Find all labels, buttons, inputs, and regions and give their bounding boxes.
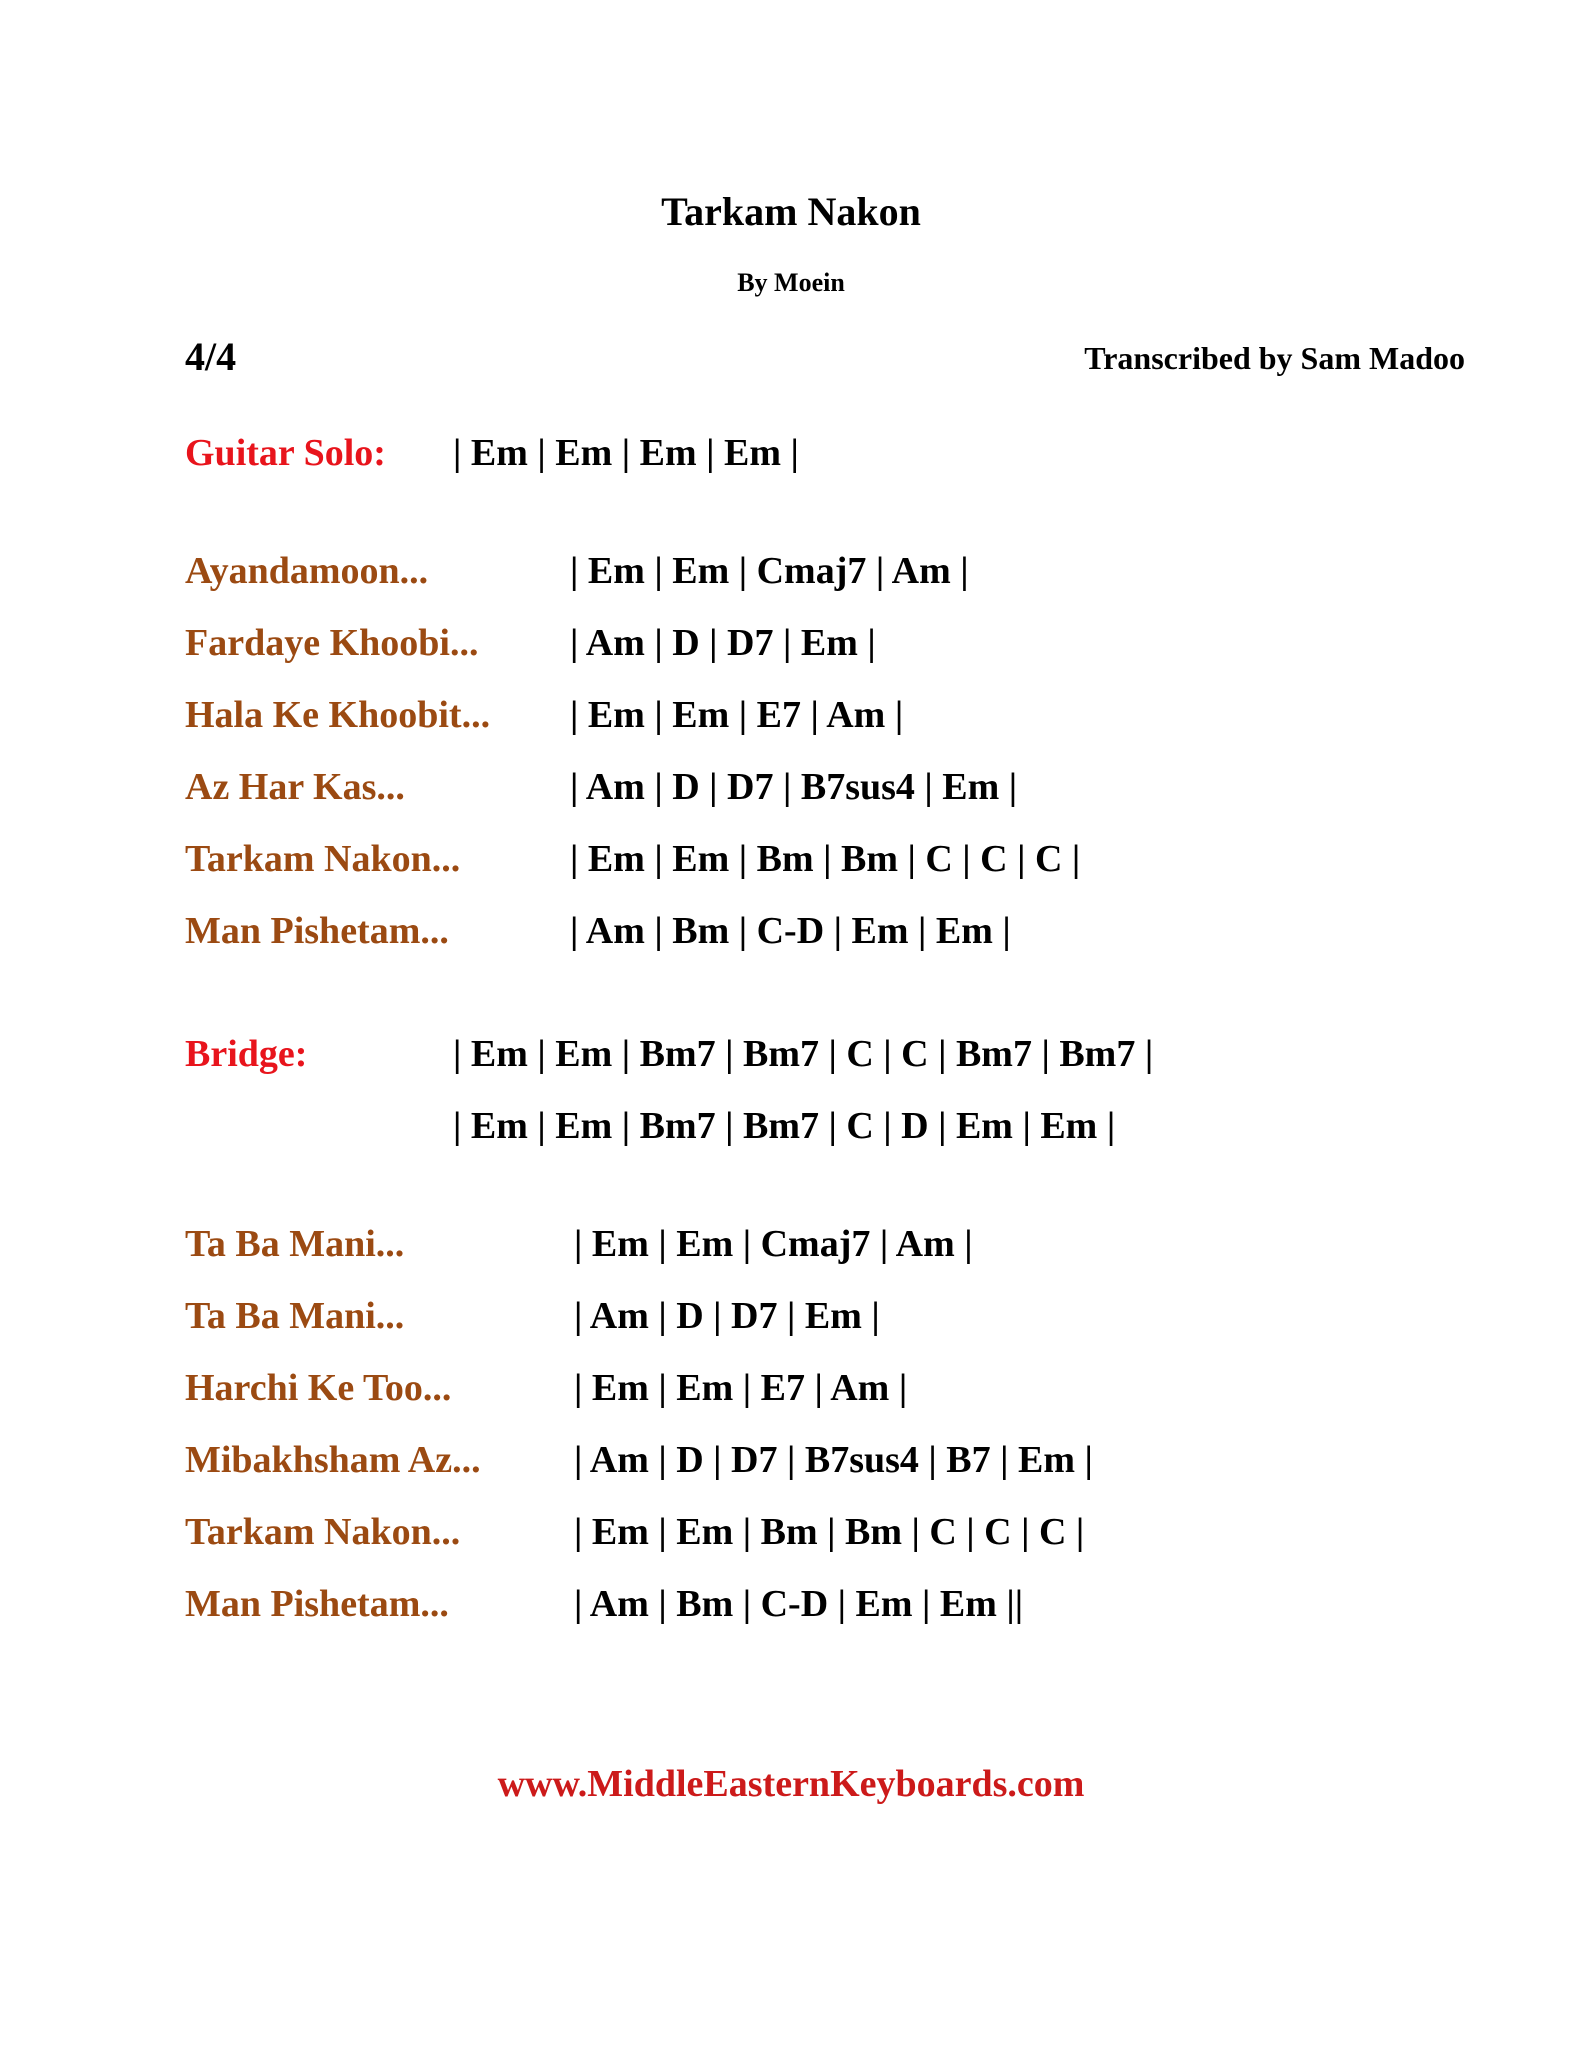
lyric-label: Hala Ke Khoobit... xyxy=(185,694,491,736)
chord-line: | Em | Em | Cmaj7 | Am | xyxy=(570,550,969,592)
footer-website-link[interactable]: www.MiddleEasternKeyboards.com xyxy=(497,1763,1085,1805)
chord-line: | Em | Em | Bm | Bm | C | C | C | xyxy=(574,1511,1085,1553)
section-label-guitar-solo: Guitar Solo: xyxy=(185,432,386,474)
chord-line: | Em | Em | Bm | Bm | C | C | C | xyxy=(570,838,1081,880)
chord-line: | Em | Em | Bm7 | Bm7 | C | C | Bm7 | Bm7 | xyxy=(453,1033,1154,1075)
chord-line: | Em | Em | E7 | Am | xyxy=(570,694,904,736)
lyric-label: Ta Ba Mani... xyxy=(185,1223,405,1265)
transcriber-credit: Transcribed by Sam Madoo xyxy=(1084,340,1465,376)
lyric-label: Az Har Kas... xyxy=(185,766,405,808)
section-label-bridge: Bridge: xyxy=(185,1033,308,1075)
song-author: By Moein xyxy=(737,268,845,297)
lyric-label: Fardaye Khoobi... xyxy=(185,622,479,664)
lyric-label: Man Pishetam... xyxy=(185,910,449,952)
lyric-label: Harchi Ke Too... xyxy=(185,1367,452,1409)
chord-line: | Am | Bm | C-D | Em | Em | xyxy=(570,910,1011,952)
lyric-label: Man Pishetam... xyxy=(185,1583,449,1625)
chord-line: | Em | Em | Cmaj7 | Am | xyxy=(574,1223,973,1265)
chord-line: | Am | D | D7 | Em | xyxy=(574,1295,880,1337)
chord-line: | Am | D | D7 | Em | xyxy=(570,622,876,664)
chord-line: | Am | D | D7 | B7sus4 | Em | xyxy=(570,766,1018,808)
chord-line: | Am | Bm | C-D | Em | Em || xyxy=(574,1583,1024,1625)
chord-line: | Am | D | D7 | B7sus4 | B7 | Em | xyxy=(574,1439,1093,1481)
lyric-label: Ta Ba Mani... xyxy=(185,1295,405,1337)
chord-line: | Em | Em | Bm7 | Bm7 | C | D | Em | Em | xyxy=(453,1105,1116,1147)
lyric-label: Mibakhsham Az... xyxy=(185,1439,481,1481)
time-signature: 4/4 xyxy=(185,334,237,379)
lyric-label: Tarkam Nakon... xyxy=(185,838,461,880)
lyric-label: Tarkam Nakon... xyxy=(185,1511,461,1553)
chord-line: | Em | Em | E7 | Am | xyxy=(574,1367,908,1409)
song-title: Tarkam Nakon xyxy=(661,189,921,234)
chord-line: | Em | Em | Em | Em | xyxy=(453,432,799,474)
lyric-label: Ayandamoon... xyxy=(185,550,429,592)
